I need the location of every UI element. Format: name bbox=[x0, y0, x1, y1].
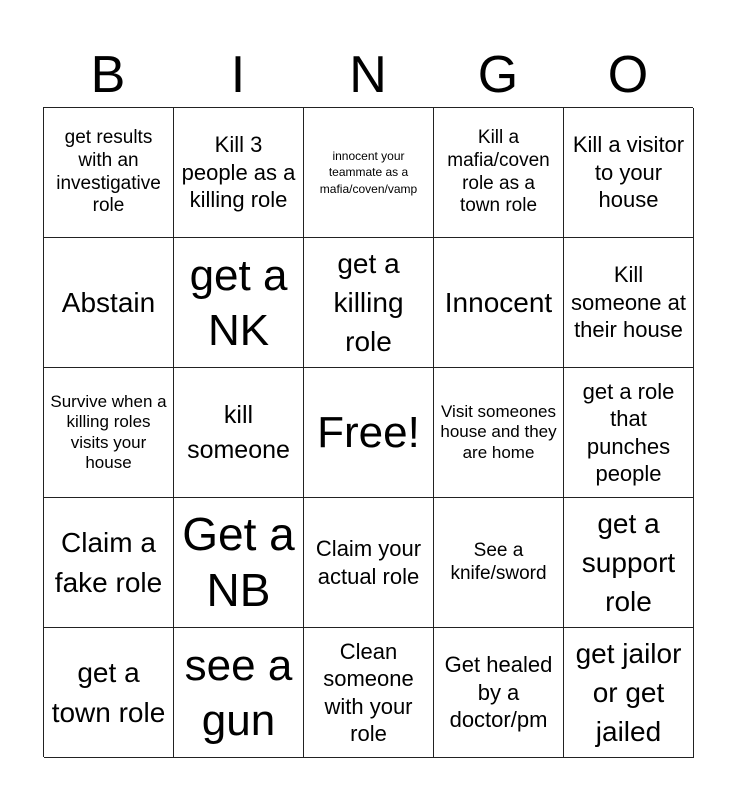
bingo-cell[interactable]: Kill someone at their house bbox=[564, 238, 694, 368]
bingo-cell[interactable]: Get healed by a doctor/pm bbox=[434, 628, 564, 758]
bingo-cell[interactable]: get results with an investigative role bbox=[44, 108, 174, 238]
bingo-cell[interactable]: get a support role bbox=[564, 498, 694, 628]
bingo-board bbox=[43, 107, 693, 757]
bingo-cell[interactable]: Get a NB bbox=[174, 498, 304, 628]
bingo-cell[interactable]: Innocent bbox=[434, 238, 564, 368]
bingo-cell[interactable]: Survive when a killing roles visits your house bbox=[44, 368, 174, 498]
header-letter-b: B bbox=[90, 46, 126, 104]
bingo-cell[interactable]: Kill 3 people as a killing role bbox=[174, 108, 304, 238]
bingo-cell[interactable]: Kill a visitor to your house bbox=[564, 108, 694, 238]
bingo-cell[interactable]: innocent your teammate as a mafia/coven/vamp bbox=[304, 108, 434, 238]
bingo-cell[interactable]: get a town role bbox=[44, 628, 174, 758]
bingo-cell[interactable]: get a killing role bbox=[304, 238, 434, 368]
bingo-cell[interactable]: Visit someones house and they are home bbox=[434, 368, 564, 498]
bingo-cell[interactable]: Clean someone with your role bbox=[304, 628, 434, 758]
bingo-cell[interactable]: kill someone bbox=[174, 368, 304, 498]
bingo-header bbox=[43, 44, 693, 106]
bingo-cell[interactable]: Abstain bbox=[44, 238, 174, 368]
header-letter-n: N bbox=[349, 46, 387, 104]
header-letter-g: G bbox=[477, 46, 519, 104]
bingo-cell[interactable]: See a knife/sword bbox=[434, 498, 564, 628]
bingo-cell[interactable]: see a gun bbox=[174, 628, 304, 758]
header-letter-o: O bbox=[607, 46, 649, 104]
bingo-cell[interactable]: Claim a fake role bbox=[44, 498, 174, 628]
bingo-cell[interactable]: Kill a mafia/coven role as a town role bbox=[434, 108, 564, 238]
bingo-cell[interactable]: get a NK bbox=[174, 238, 304, 368]
bingo-cell[interactable]: get a role that punches people bbox=[564, 368, 694, 498]
header-letter-i: I bbox=[230, 46, 246, 104]
bingo-cell[interactable]: Claim your actual role bbox=[304, 498, 434, 628]
free-space-cell[interactable]: Free! bbox=[304, 368, 434, 498]
bingo-cell[interactable]: get jailor or get jailed bbox=[564, 628, 694, 758]
